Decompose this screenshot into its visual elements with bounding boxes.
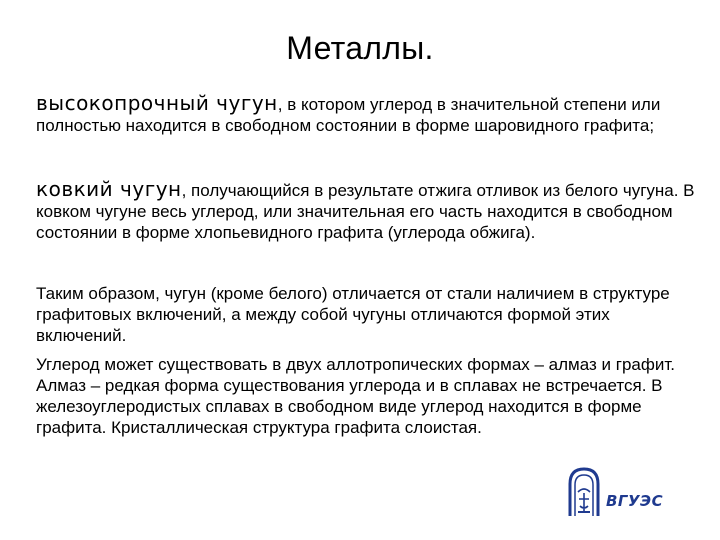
paragraph-text: , в котором углерод в значительной степени или полностью находится в свободном состоянии в форме шаровидного графита; (36, 95, 661, 135)
paragraph-carbon-forms: Углерод может существовать в двух аллотропических формах – алмаз и графит. Алмаз – редкая форма существования углерода и в сплавах не встречается. В железоуглеродистых сплавах в свободном виде углерод находится в форме графита. Кристаллическая структура графита слоистая. (36, 355, 675, 437)
university-logo-text: ВГУЭС (606, 492, 664, 510)
paragraph-malleable-iron (36, 179, 696, 243)
paragraph-high-strength-iron (36, 93, 696, 136)
slide-title: Металлы. (286, 30, 434, 66)
paragraph-text: , получающийся в результате отжига отливок из белого чугуна. В ковком чугуне весь углерод, или значительная его часть находится в свободном состоянии в форме хлопьевидного графита (углерода обжига). (36, 181, 695, 242)
paragraph-iron-vs-steel: Таким образом, чугун (кроме белого) отличается от стали наличием в структуре графитовых включений, а между собой чугуны отличаются формой этих включений. (36, 284, 670, 345)
term-high-strength-iron: высокопрочный чугун (36, 91, 278, 115)
university-emblem-icon (566, 466, 602, 518)
term-malleable-iron: ковкий чугун (36, 177, 182, 201)
university-logo (566, 466, 676, 520)
